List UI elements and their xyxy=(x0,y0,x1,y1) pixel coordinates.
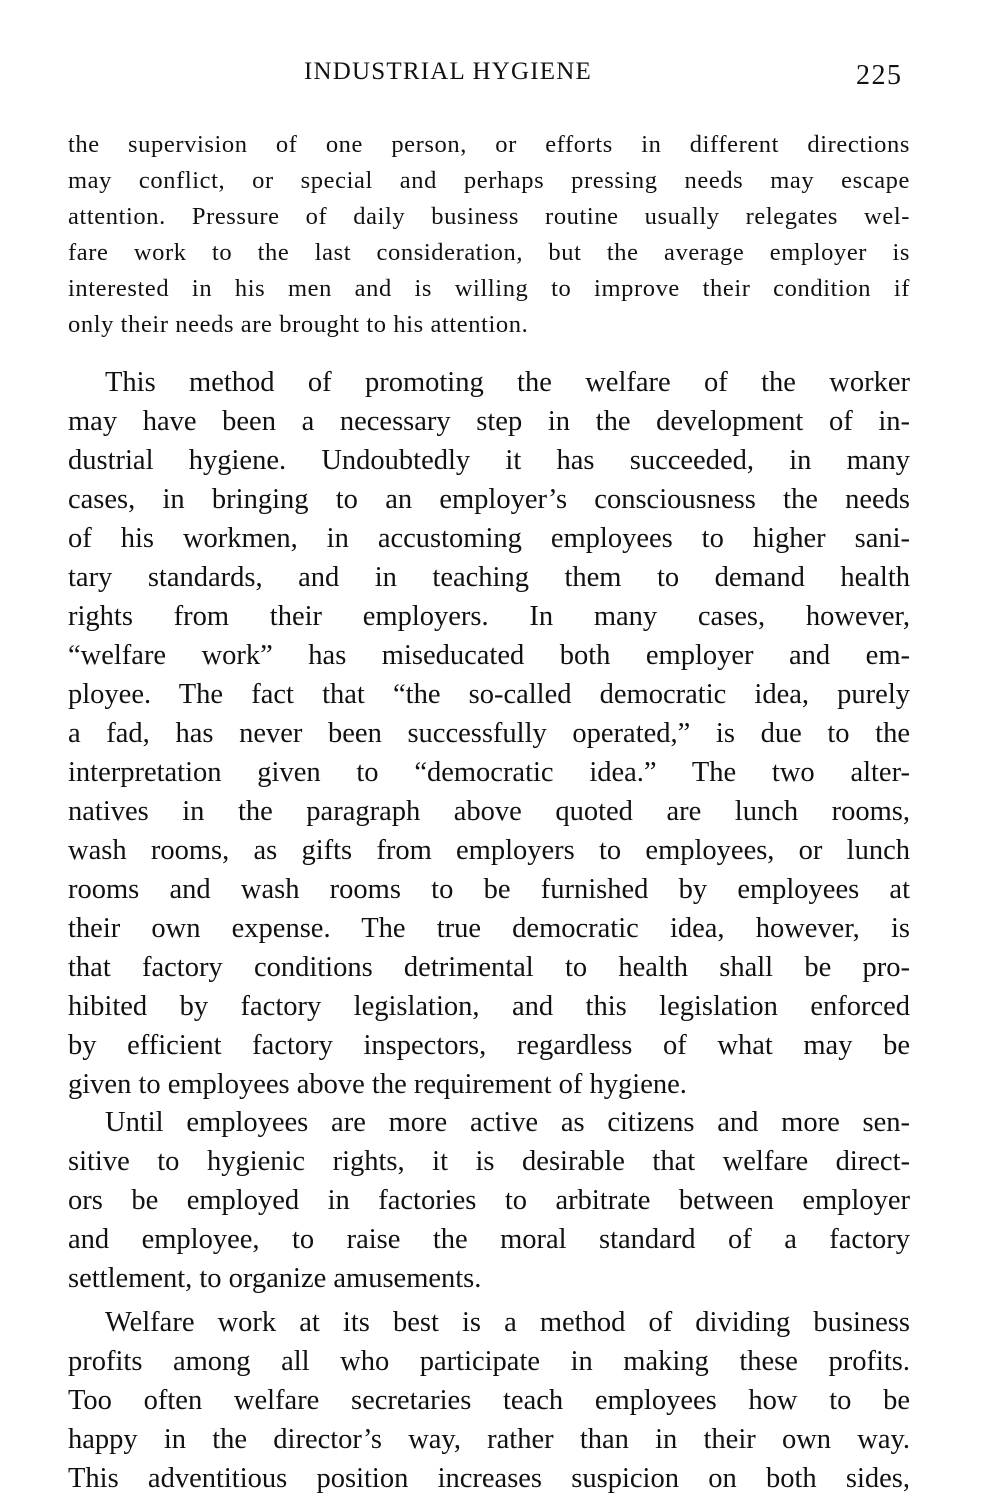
text-line: This method of promoting the welfare of the worker xyxy=(105,367,910,398)
text-line: cases, in bringing to an employer’s consciousness the needs xyxy=(68,484,910,515)
paragraph-welfare-method xyxy=(68,363,910,1104)
text-line: dustrial hygiene. Undoubtedly it has succeeded, in many xyxy=(68,445,910,476)
text-line: may have been a necessary step in the development of in- xyxy=(68,406,910,437)
text-line: sitive to hygienic rights, it is desirable that welfare direct- xyxy=(68,1146,910,1177)
text-line: given to employees above the requirement of hygiene. xyxy=(68,1069,687,1100)
text-line: and employee, to raise the moral standard of a factory xyxy=(68,1224,910,1255)
paragraph-welfare-directors xyxy=(68,1103,910,1298)
running-title: INDUSTRIAL HYGIENE xyxy=(304,58,592,85)
text-line: attention. Pressure of daily business routine usually relegates wel- xyxy=(68,203,910,230)
text-line: by efficient factory inspectors, regardless of what may be xyxy=(68,1030,910,1061)
text-line: This adventitious position increases suspicion on both sides, xyxy=(68,1463,910,1494)
text-line: wash rooms, as gifts from employers to employees, or lunch xyxy=(68,835,910,866)
text-line: ors be employed in factories to arbitrate between employer xyxy=(68,1185,910,1216)
text-line: their own expense. The true democratic idea, however, is xyxy=(68,913,910,944)
text-line: hibited by factory legislation, and this legislation enforced xyxy=(68,991,910,1022)
text-line: natives in the paragraph above quoted are lunch rooms, xyxy=(68,796,910,827)
text-line: profits among all who participate in making these profits. xyxy=(68,1346,910,1377)
text-line: happy in the director’s way, rather than in their own way. xyxy=(68,1424,910,1455)
running-header xyxy=(0,58,1000,98)
text-line: only their needs are brought to his attention. xyxy=(68,311,529,338)
text-line: that factory conditions detrimental to health shall be pro- xyxy=(68,952,910,983)
text-line: rooms and wash rooms to be furnished by employees at xyxy=(68,874,910,905)
text-line: Too often welfare secretaries teach employees how to be xyxy=(68,1385,910,1416)
text-line: Welfare work at its best is a method of dividing business xyxy=(105,1307,910,1338)
text-line: ployee. The fact that “the so-called democratic idea, purely xyxy=(68,679,910,710)
text-line: tary standards, and in teaching them to demand health xyxy=(68,562,910,593)
text-line: a fad, has never been successfully operated,” is due to the xyxy=(68,718,910,749)
text-line: the supervision of one person, or efforts in different directions xyxy=(68,131,910,158)
paragraph-continued xyxy=(68,127,910,343)
text-line: rights from their employers. In many cases, however, xyxy=(68,601,910,632)
text-line: Until employees are more active as citizens and more sen- xyxy=(105,1107,910,1138)
text-line: of his workmen, in accustoming employees to higher sani- xyxy=(68,523,910,554)
paragraph-welfare-at-best xyxy=(68,1303,910,1498)
text-line: settlement, to organize amusements. xyxy=(68,1263,482,1294)
text-line: may conflict, or special and perhaps pressing needs may escape xyxy=(68,167,910,194)
text-line: fare work to the last consideration, but the average employer is xyxy=(68,239,910,266)
text-line: “welfare work” has miseducated both employer and em- xyxy=(68,640,910,671)
text-line: interpretation given to “democratic idea.” The two alter- xyxy=(68,757,910,788)
text-line: interested in his men and is willing to improve their condition if xyxy=(68,275,910,302)
page-number: 225 xyxy=(856,60,903,91)
